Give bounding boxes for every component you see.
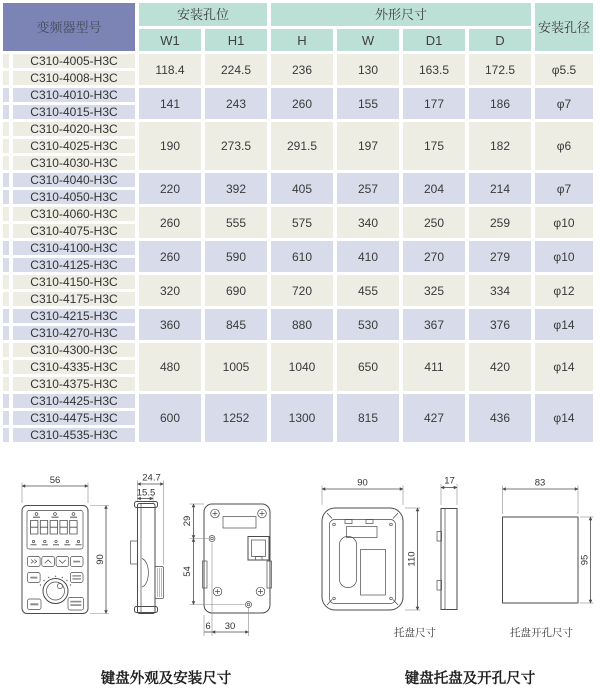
value-cell: 260 [139,207,201,238]
col-header-h: H [271,29,333,51]
value-cell: 260 [139,241,201,272]
value-cell: 455 [337,275,399,306]
model-cell: C310-4335-H3C [13,360,135,374]
tray-slot [340,537,357,588]
tray-side-view [437,476,457,610]
model-cell: C310-4215-H3C [13,309,135,323]
model-cell: C310-4535-H3C [13,428,135,442]
status-led-icons [33,513,77,518]
value-cell: 141 [139,88,201,119]
row-strip [3,411,9,425]
value-cell: 236 [271,54,333,85]
rj45-port [248,537,269,561]
dimension-drawings [0,462,600,652]
value-cell: φ7 [535,88,593,119]
keypad-back-view [182,504,272,636]
row-strip [3,122,9,136]
value-cell: 224.5 [205,54,267,85]
value-cell: 257 [337,173,399,204]
model-cell: C310-4010-H3C [13,88,135,102]
value-cell: 118.4 [139,54,201,85]
dim-cutout-height: 95 [579,554,591,566]
row-strip [3,343,9,357]
row-strip [3,190,9,204]
value-cell: φ14 [535,343,593,391]
value-cell: 1040 [271,343,333,391]
mode-button [70,573,83,583]
value-cell: 845 [205,309,267,340]
group-header-hole-diameter: 安装孔径 [535,3,593,51]
value-cell: 204 [403,173,465,204]
value-cell: 480 [139,343,201,391]
value-cell: φ5.5 [535,54,593,85]
seven-segment-digits [31,521,78,535]
nameplate [223,517,256,529]
value-cell: 214 [469,173,531,204]
value-cell: 650 [337,343,399,391]
col-header-h1: H1 [205,29,267,51]
dim-tray-depth: 17 [444,475,455,487]
value-cell: 376 [469,309,531,340]
model-cell: C310-4025-H3C [13,139,135,153]
value-cell: 259 [469,207,531,238]
dim-tray-height: 110 [406,551,418,567]
col-header-w: W [337,29,399,51]
unit-led-icons [31,540,82,545]
row-strip [3,241,9,255]
model-cell: C310-4005-H3C [13,54,135,68]
value-cell: 220 [139,173,201,204]
value-cell: 190 [139,122,201,170]
model-cell: C310-4008-H3C [13,71,135,85]
value-cell: 555 [205,207,267,238]
row-strip [3,224,9,238]
value-cell: 320 [139,275,201,306]
value-cell: 177 [403,88,465,119]
row-strip [3,258,9,272]
model-cell: C310-4475-H3C [13,411,135,425]
model-cell: C310-4125-H3C [13,258,135,272]
value-cell: 427 [403,394,465,442]
model-cell: C310-4015-H3C [13,105,135,119]
value-cell: 410 [337,241,399,272]
row-strip [3,377,9,391]
value-cell: 250 [403,207,465,238]
model-cell: C310-4075-H3C [13,224,135,238]
dim-hole-offset-x: 6 [205,621,211,632]
model-cell: C310-4175-H3C [13,292,135,306]
model-cell: C310-4300-H3C [13,343,135,357]
value-cell: 130 [337,54,399,85]
rotary-knob [40,576,71,604]
caption-keypad: 键盘外观及安装尺寸 [100,671,232,687]
dim-keypad-depth-total: 24.7 [142,472,161,484]
value-cell: 1252 [205,394,267,442]
dim-cutout-width: 83 [534,477,546,489]
value-cell: 360 [139,309,201,340]
value-cell: 690 [205,275,267,306]
value-cell: 270 [403,241,465,272]
right-clip [267,561,272,588]
value-cell: φ7 [535,173,593,204]
up-button [42,557,55,567]
row-strip [3,207,9,221]
model-cell: C310-4020-H3C [13,122,135,136]
dim-keypad-height: 90 [95,554,106,565]
row-strip [3,275,9,289]
tray-recess [361,550,386,596]
value-cell: 243 [205,88,267,119]
row-strip [3,105,9,119]
row-strip [3,309,9,323]
value-cell: 1300 [271,394,333,442]
tray-front-view [322,478,421,611]
value-cell: φ14 [535,394,593,442]
model-cell: C310-4030-H3C [13,156,135,170]
model-cell: C310-4100-H3C [13,241,135,255]
value-cell: 273.5 [205,122,267,170]
value-cell: 340 [337,207,399,238]
col-header-d: D [469,29,531,51]
value-cell: 163.5 [403,54,465,85]
value-cell: 175 [403,122,465,170]
spec-table [3,3,593,442]
value-cell: 420 [469,343,531,391]
value-cell: 575 [271,207,333,238]
dim-keypad-width: 56 [49,475,61,486]
stop-reset-button [68,598,84,611]
cutout-view-label: 托盘开孔尺寸 [510,627,573,639]
row-strip [3,139,9,153]
row-strip [3,428,9,442]
value-cell: 1005 [205,343,267,391]
row-strip [3,394,9,408]
screw-icons [211,509,267,596]
dim-hole-pitch-x: 30 [224,621,236,632]
value-cell: 186 [469,88,531,119]
value-cell: 325 [403,275,465,306]
dim-hole-top: 29 [182,515,193,527]
value-cell: 436 [469,394,531,442]
col-header-d1: D1 [403,29,465,51]
value-cell: 530 [337,309,399,340]
model-cell: C310-4150-H3C [13,275,135,289]
value-cell: φ14 [535,309,593,340]
value-cell: φ12 [535,275,593,306]
keypad-display [27,511,83,550]
value-cell: 182 [469,122,531,170]
value-cell: 590 [205,241,267,272]
value-cell: 720 [271,275,333,306]
value-cell: 880 [271,309,333,340]
model-cell: C310-4425-H3C [13,394,135,408]
value-cell: 600 [139,394,201,442]
row-strip [3,88,9,102]
value-cell: φ10 [535,207,593,238]
row-strip [3,156,9,170]
keypad-front-view [22,475,109,614]
model-column-header: 变频器型号 [3,3,135,51]
value-cell: 197 [337,122,399,170]
value-cell: 334 [469,275,531,306]
value-cell: 291.5 [271,122,333,170]
tray-view-label: 托盘尺寸 [394,627,436,639]
value-cell: 172.5 [469,54,531,85]
value-cell: 405 [271,173,333,204]
model-cell: C310-4060-H3C [13,207,135,221]
caption-tray: 键盘托盘及开孔尺寸 [404,671,536,687]
dim-tray-width: 90 [357,477,368,489]
dim-keypad-depth-front: 15.5 [136,487,156,499]
knob-side [155,567,164,599]
value-cell: φ6 [535,122,593,170]
value-cell: 610 [271,241,333,272]
keypad-side-view [131,473,164,614]
row-strip [3,326,9,340]
model-cell: C310-4375-H3C [13,377,135,391]
tray-cutout-view [503,478,594,604]
row-strip [3,173,9,187]
group-header-mount-holes: 安装孔位 [139,3,267,26]
row-strip [3,292,9,306]
row-strip [3,54,9,68]
dim-hole-pitch-y: 54 [182,566,193,577]
model-cell: C310-4270-H3C [13,326,135,340]
group-header-outline-dims: 外形尺寸 [271,3,531,26]
value-cell: 392 [205,173,267,204]
value-cell: 815 [337,394,399,442]
value-cell: 279 [469,241,531,272]
tray-window [347,527,378,538]
value-cell: 260 [271,88,333,119]
down-button [56,557,69,567]
value-cell: 155 [337,88,399,119]
model-cell: C310-4040-H3C [13,173,135,187]
row-strip [3,360,9,374]
row-strip [3,71,9,85]
value-cell: 367 [403,309,465,340]
value-cell: 411 [403,343,465,391]
left-clip [203,561,208,588]
model-cell: C310-4050-H3C [13,190,135,204]
col-header-w1: W1 [139,29,201,51]
value-cell: φ10 [535,241,593,272]
